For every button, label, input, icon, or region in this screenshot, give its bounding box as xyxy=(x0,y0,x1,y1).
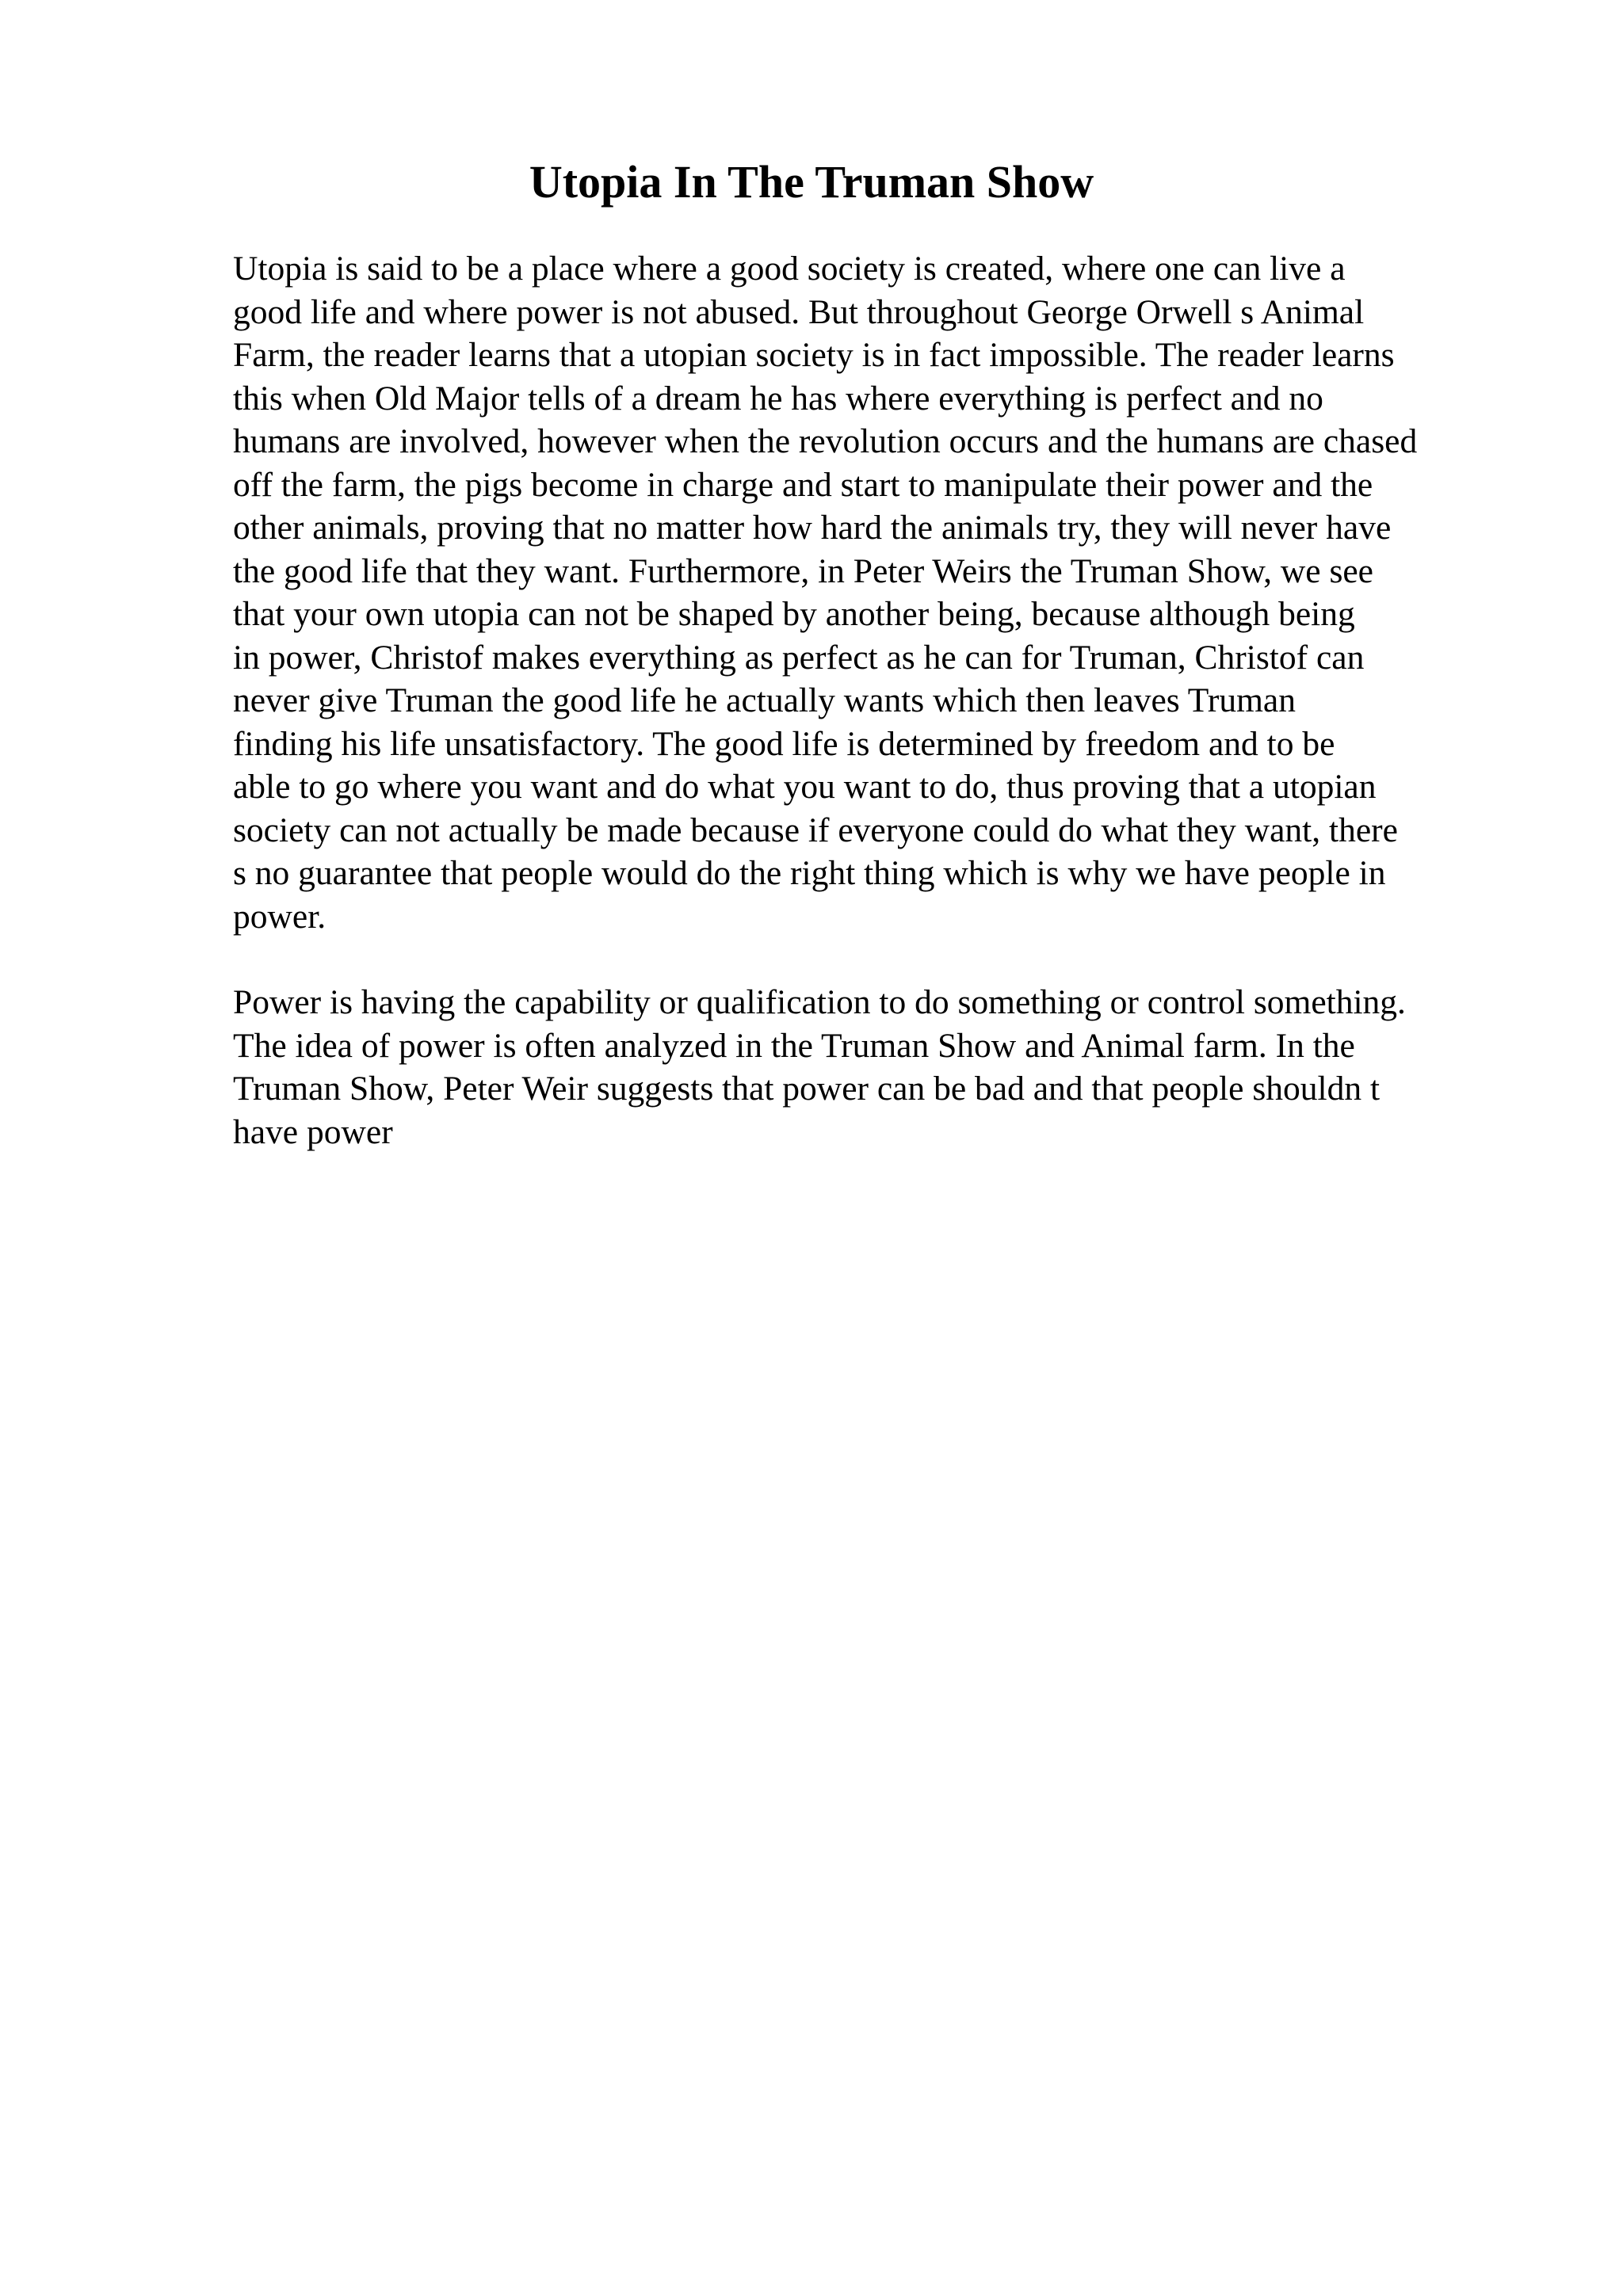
text-line: finding his life unsatisfactory. The good life is determined by freedom and to be xyxy=(233,724,1335,763)
text-line: good life and where power is not abused. But throughout George Orwell s Animal xyxy=(233,292,1365,331)
text-line: Power is having the capability or qualification to do something or control something. xyxy=(233,983,1406,1021)
text-line: able to go where you want and do what you want to do, thus proving that a utopian xyxy=(233,768,1377,806)
text-line: have power xyxy=(233,1112,393,1151)
text-line: the good life that they want. Furthermore, in Peter Weirs the Truman Show, we see xyxy=(233,551,1373,590)
text-line: Utopia is said to be a place where a good society is created, where one can live a xyxy=(233,250,1346,288)
text-line: Truman Show, Peter Weir suggests that power can be bad and that people shouldn t xyxy=(233,1070,1381,1108)
text-line: off the farm, the pigs become in charge and start to manipulate their power and the xyxy=(233,465,1373,504)
text-line: this when Old Major tells of a dream he has where everything is perfect and no xyxy=(233,379,1323,418)
paragraph-2 xyxy=(233,981,1533,1154)
text-line: The idea of power is often analyzed in the Truman Show and Animal farm. In the xyxy=(233,1026,1355,1065)
paragraph-spacer xyxy=(233,938,1533,981)
text-line: s no guarantee that people would do the right thing which is why we have people in xyxy=(233,854,1386,892)
text-line: never give Truman the good life he actually wants which then leaves Truman xyxy=(233,681,1296,719)
text-line: other animals, proving that no matter how hard the animals try, they will never have xyxy=(233,509,1392,547)
text-line: in power, Christof makes everything as perfect as he can for Truman, Christof can xyxy=(233,638,1365,677)
document-title: Utopia In The Truman Show xyxy=(529,156,1094,208)
text-line: society can not actually be made because if everyone could do what they want, there xyxy=(233,810,1398,849)
text-line: Farm, the reader learns that a utopian society is in fact impossible. The reader learns xyxy=(233,336,1395,374)
text-line: power. xyxy=(233,897,327,936)
paragraph-1 xyxy=(233,247,1533,938)
text-line: that your own utopia can not be shaped by another being, because although being xyxy=(233,595,1355,633)
document-body xyxy=(233,247,1533,1154)
text-line: humans are involved, however when the revolution occurs and the humans are chased xyxy=(233,422,1418,460)
